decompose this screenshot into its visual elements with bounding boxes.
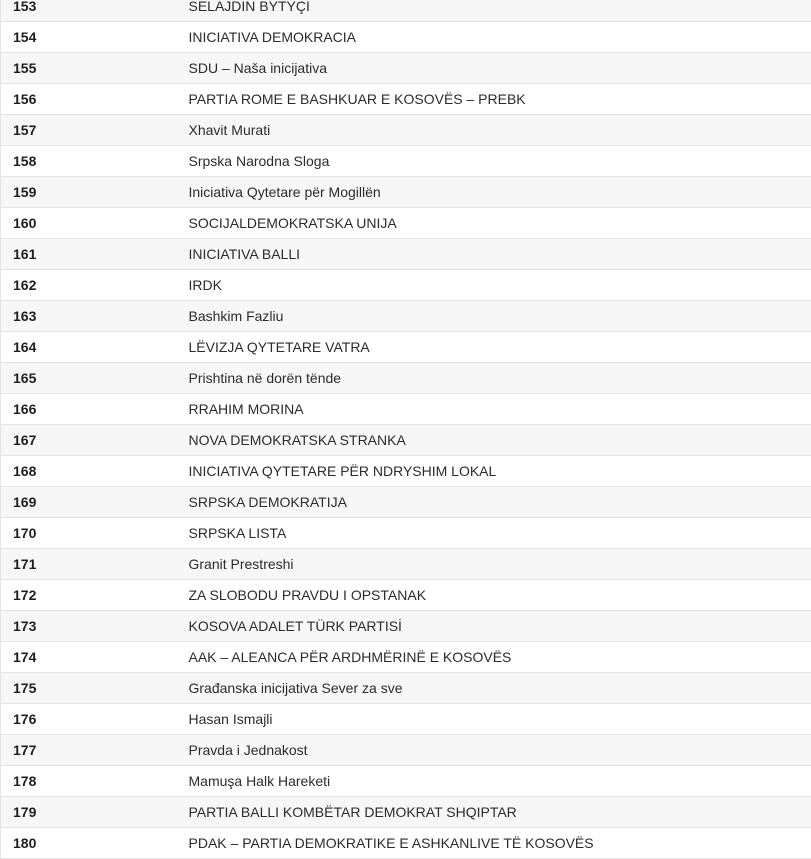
- row-number: 153: [1, 0, 177, 22]
- table-row: [1, 735, 811, 766]
- row-name: AAK – ALEANCA PËR ARDHMËRINË E KOSOVËS: [177, 642, 811, 673]
- table-row: [1, 642, 811, 673]
- row-number: 173: [1, 611, 177, 642]
- row-name: PARTIA BALLI KOMBËTAR DEMOKRAT SHQIPTAR: [177, 797, 811, 828]
- row-number: 179: [1, 797, 177, 828]
- table-row: [1, 22, 811, 53]
- table-row: [1, 518, 811, 549]
- row-name: Građanska inicijativa Sever za sve: [177, 673, 811, 704]
- table-row: [1, 146, 811, 177]
- row-name: SDU – Naša inicijativa: [177, 53, 811, 84]
- row-number: 154: [1, 22, 177, 53]
- row-name: PDAK – PARTIA DEMOKRATIKE E ASHKANLIVE TË KOSOVËS: [177, 828, 811, 859]
- row-name: LËVIZJA QYTETARE VATRA: [177, 332, 811, 363]
- table-row: [1, 208, 811, 239]
- row-number: 160: [1, 208, 177, 239]
- row-name: SELAJDIN BYTYÇI: [177, 0, 811, 22]
- row-name: Srpska Narodna Sloga: [177, 146, 811, 177]
- table-row: [1, 332, 811, 363]
- table-row: [1, 549, 811, 580]
- row-number: 175: [1, 673, 177, 704]
- row-name: SOCIJALDEMOKRATSKA UNIJA: [177, 208, 811, 239]
- table-row: [1, 115, 811, 146]
- row-name: RRAHIM MORINA: [177, 394, 811, 425]
- table-row: [1, 580, 811, 611]
- row-name: SRPSKA LISTA: [177, 518, 811, 549]
- row-number: 156: [1, 84, 177, 115]
- row-name: Xhavit Murati: [177, 115, 811, 146]
- table-row: [1, 828, 811, 859]
- row-number: 172: [1, 580, 177, 611]
- row-name: KOSOVA ADALET TÜRK PARTISİ: [177, 611, 811, 642]
- table-row: [1, 456, 811, 487]
- row-number: 166: [1, 394, 177, 425]
- table-row: [1, 487, 811, 518]
- row-name: Mamuşa Halk Hareketi: [177, 766, 811, 797]
- table-row: [1, 704, 811, 735]
- table-row: [1, 394, 811, 425]
- table-row: [1, 239, 811, 270]
- table-row: [1, 363, 811, 394]
- table-row: [1, 673, 811, 704]
- row-name: Prishtina në dorën tënde: [177, 363, 811, 394]
- row-name: Iniciativa Qytetare për Mogillën: [177, 177, 811, 208]
- table-row: [1, 766, 811, 797]
- row-number: 171: [1, 549, 177, 580]
- table-row: [1, 0, 811, 22]
- row-number: 177: [1, 735, 177, 766]
- row-name: Hasan Ismajli: [177, 704, 811, 735]
- row-name: Granit Prestreshi: [177, 549, 811, 580]
- row-number: 165: [1, 363, 177, 394]
- row-number: 174: [1, 642, 177, 673]
- row-number: 162: [1, 270, 177, 301]
- row-name: SRPSKA DEMOKRATIJA: [177, 487, 811, 518]
- row-number: 159: [1, 177, 177, 208]
- table-row: [1, 301, 811, 332]
- row-number: 178: [1, 766, 177, 797]
- table-row: [1, 797, 811, 828]
- table-row: [1, 425, 811, 456]
- row-name: Pravda i Jednakost: [177, 735, 811, 766]
- table-row: [1, 177, 811, 208]
- row-name: INICIATIVA QYTETARE PËR NDRYSHIM LOKAL: [177, 456, 811, 487]
- row-name: INICIATIVA BALLI: [177, 239, 811, 270]
- row-name: Bashkim Fazliu: [177, 301, 811, 332]
- row-number: 163: [1, 301, 177, 332]
- table-row: [1, 611, 811, 642]
- row-number: 176: [1, 704, 177, 735]
- row-name: NOVA DEMOKRATSKA STRANKA: [177, 425, 811, 456]
- row-number: 180: [1, 828, 177, 859]
- row-number: 158: [1, 146, 177, 177]
- table-row: [1, 53, 811, 84]
- row-number: 169: [1, 487, 177, 518]
- row-number: 161: [1, 239, 177, 270]
- row-number: 170: [1, 518, 177, 549]
- row-name: PARTIA ROME E BASHKUAR E KOSOVËS – PREBK: [177, 84, 811, 115]
- row-name: IRDK: [177, 270, 811, 301]
- row-name: INICIATIVA DEMOKRACIA: [177, 22, 811, 53]
- table-row: [1, 84, 811, 115]
- row-number: 168: [1, 456, 177, 487]
- row-name: ZA SLOBODU PRAVDU I OPSTANAK: [177, 580, 811, 611]
- row-number: 157: [1, 115, 177, 146]
- row-number: 167: [1, 425, 177, 456]
- row-number: 155: [1, 53, 177, 84]
- table-row: [1, 270, 811, 301]
- row-number: 164: [1, 332, 177, 363]
